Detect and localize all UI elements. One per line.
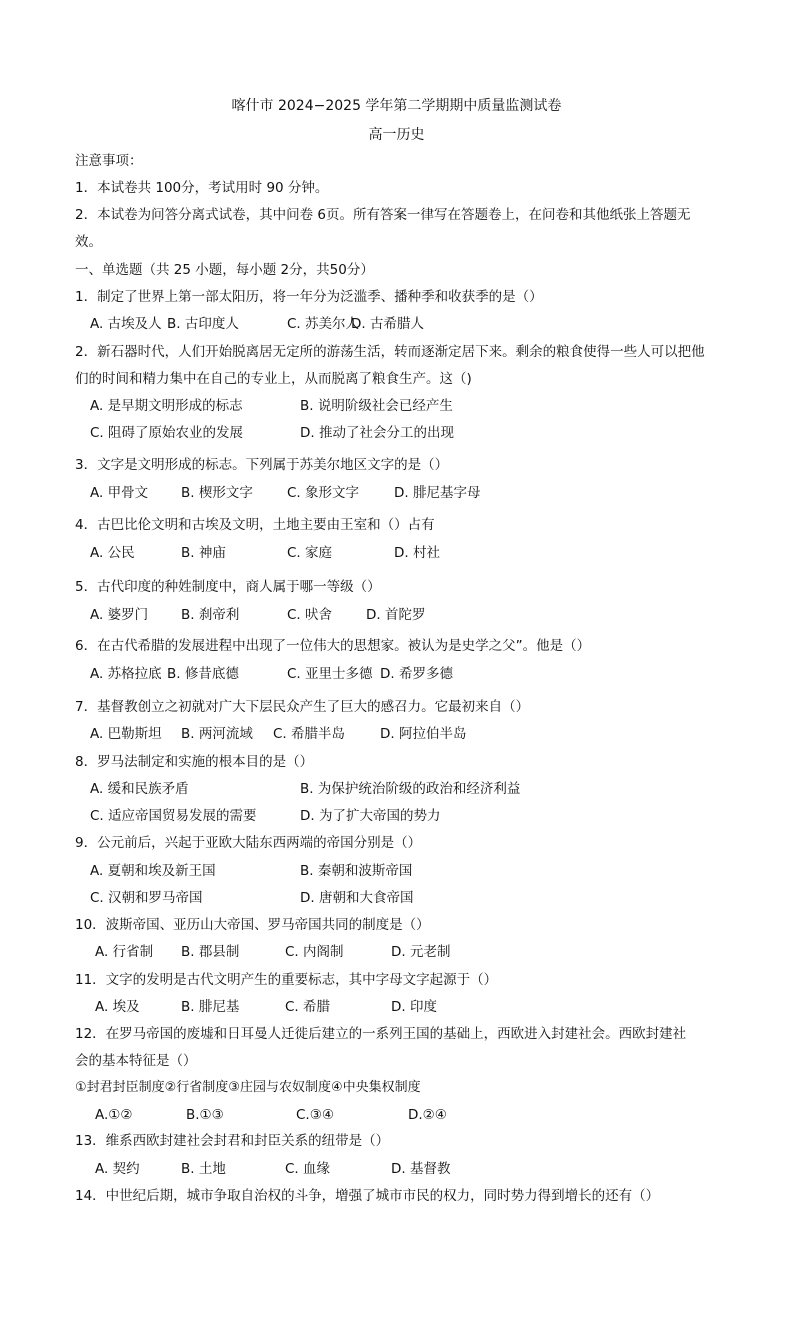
question-2-stem-line-2: 们的时间和精力集中在自己的专业上，从而脱离了粮食生产。这（) xyxy=(75,371,472,387)
question-4-option-d: D. 村社 xyxy=(394,545,440,561)
question-1-option-c: C. 苏美尔人 xyxy=(287,316,360,332)
question-3-option-a: A. 甲骨文 xyxy=(90,485,149,501)
question-8-option-c: C. 适应帝国贸易发展的需要 xyxy=(90,808,257,824)
question-1-option-b: B. 古印度人 xyxy=(167,316,239,332)
question-7-option-b: B. 两河流域 xyxy=(181,726,253,742)
question-6-option-a: A. 苏格拉底 xyxy=(90,666,162,682)
question-5-option-b: B. 刹帝利 xyxy=(181,607,240,623)
question-4-option-c: C. 家庭 xyxy=(287,545,333,561)
question-13-stem: 13．维系西欧封建社会封君和封臣关系的纽带是（） xyxy=(75,1133,390,1149)
question-13-option-d: D. 基督教 xyxy=(391,1161,451,1177)
question-3-stem: 3．文字是文明形成的标志。下列属于苏美尔地区文字的是（） xyxy=(75,457,449,473)
question-9-stem: 9．公元前后，兴起于亚欧大陆东西两端的帝国分别是（） xyxy=(75,835,422,851)
notes-item-2-line-1: 2．本试卷为问答分离式试卷，其中问卷 6页。所有答案一律写在答题卷上，在问卷和其他纸张上答题无 xyxy=(75,207,691,223)
question-1-option-a: A. 古埃及人 xyxy=(90,316,162,332)
question-5-option-c: C. 吠舍 xyxy=(287,607,333,623)
question-2-option-b: B. 说明阶级社会已经产生 xyxy=(300,398,453,414)
question-2-option-c: C. 阻碍了原始农业的发展 xyxy=(90,425,244,441)
question-3-option-c: C. 象形文字 xyxy=(287,485,360,501)
question-9-option-b: B. 秦朝和波斯帝国 xyxy=(300,863,413,879)
question-11-option-a: A. 埃及 xyxy=(95,999,140,1015)
question-4-option-a: A. 公民 xyxy=(90,545,135,561)
question-10-option-a: A. 行省制 xyxy=(95,944,154,960)
question-8-option-d: D. 为了扩大帝国的势力 xyxy=(300,808,441,824)
question-8-option-b: B. 为保护统治阶级的政治和经济利益 xyxy=(300,781,521,797)
question-4-stem: 4．古巴比伦文明和古埃及文明，土地主要由王室和（）占有 xyxy=(75,517,435,533)
exam-title: 喀什市 2024−2025 学年第二学期期中质量监测试卷 xyxy=(231,98,562,114)
question-12-stem-line-1: 12．在罗马帝国的废墟和日耳曼人迁徙后建立的一系列王国的基础上，西欧进入封建社会。西欧封建社 xyxy=(75,1026,687,1042)
question-7-option-d: D. 阿拉伯半岛 xyxy=(380,726,467,742)
question-2-stem-line-1: 2．新石器时代，人们开始脱离居无定所的游荡生活，转而逐渐定居下来。剩余的粮食使得一些人可以把他 xyxy=(75,344,705,360)
question-3-option-b: B. 楔形文字 xyxy=(181,485,253,501)
question-13-option-c: C. 血缘 xyxy=(285,1161,331,1177)
question-11-stem: 11．文字的发明是古代文明产生的重要标志，其中字母文字起源于（） xyxy=(75,972,498,988)
exam-subject: 高一历史 xyxy=(368,127,425,143)
question-7-option-a: A. 巴勒斯坦 xyxy=(90,726,162,742)
question-10-option-b: B. 郡县制 xyxy=(181,944,240,960)
question-13-option-a: A. 契约 xyxy=(95,1161,140,1177)
question-2-option-a: A. 是早期文明形成的标志 xyxy=(90,398,243,414)
question-9-option-a: A. 夏朝和埃及新王国 xyxy=(90,863,216,879)
question-11-option-d: D. 印度 xyxy=(391,999,437,1015)
question-12-stem-line-2: 会的基本特征是（） xyxy=(75,1053,197,1069)
notes-item-1: 1．本试卷共 100分，考试用时 90 分钟。 xyxy=(75,180,329,196)
question-10-stem: 10．波斯帝国、亚历山大帝国、罗马帝国共同的制度是（） xyxy=(75,917,430,933)
question-12-option-a: A.①② xyxy=(95,1107,133,1123)
notes-item-2-line-2: 效。 xyxy=(75,234,102,250)
question-8-option-a: A. 缓和民族矛盾 xyxy=(90,781,189,797)
question-12-option-c: C.③④ xyxy=(296,1107,334,1123)
question-1-stem: 1．制定了世界上第一部太阳历，将一年分为泛滥季、播种季和收获季的是（） xyxy=(75,289,543,305)
question-3-option-d: D. 腓尼基字母 xyxy=(394,485,481,501)
question-2-option-d: D. 推动了社会分工的出现 xyxy=(300,425,454,441)
question-6-option-d: D. 希罗多德 xyxy=(380,666,453,682)
question-10-option-d: D. 元老制 xyxy=(391,944,451,960)
question-6-option-c: C. 亚里士多德 xyxy=(287,666,373,682)
section-heading: 一、单选题（共 25 小题，每小题 2分，共50分） xyxy=(75,262,374,278)
question-4-option-b: B. 神庙 xyxy=(181,545,226,561)
question-6-option-b: B. 修昔底德 xyxy=(167,666,239,682)
question-12-statements: ①封君封臣制度②行省制度③庄园与农奴制度④中央集权制度 xyxy=(75,1080,421,1095)
question-10-option-c: C. 内阁制 xyxy=(285,944,344,960)
question-11-option-c: C. 希腊 xyxy=(285,999,331,1015)
question-14-stem: 14．中世纪后期，城市争取自治权的斗争，增强了城市市民的权力，同时势力得到增长的还有（） xyxy=(75,1188,660,1204)
question-5-option-d: D. 首陀罗 xyxy=(366,607,426,623)
question-7-stem: 7．基督教创立之初就对广大下层民众产生了巨大的感召力。它最初来自（） xyxy=(75,699,530,715)
question-1-option-d: D. 古希腊人 xyxy=(351,316,424,332)
question-11-option-b: B. 腓尼基 xyxy=(181,999,240,1015)
question-9-option-d: D. 唐朝和大食帝国 xyxy=(300,890,414,906)
notes-heading: 注意事项： xyxy=(75,153,143,169)
question-12-option-d: D.②④ xyxy=(408,1107,447,1123)
question-9-option-c: C. 汉朝和罗马帝国 xyxy=(90,890,203,906)
question-12-option-b: B.①③ xyxy=(186,1107,224,1123)
question-5-stem: 5．古代印度的种姓制度中，商人属于哪一等级（） xyxy=(75,579,381,595)
question-13-option-b: B. 土地 xyxy=(181,1161,226,1177)
question-5-option-a: A. 婆罗门 xyxy=(90,607,149,623)
question-7-option-c: C. 希腊半岛 xyxy=(273,726,346,742)
question-6-stem: 6．在古代希腊的发展进程中出现了一位伟大的思想家。被认为是史学之父”。他是（） xyxy=(75,638,591,654)
question-8-stem: 8．罗马法制定和实施的根本目的是（） xyxy=(75,754,314,770)
